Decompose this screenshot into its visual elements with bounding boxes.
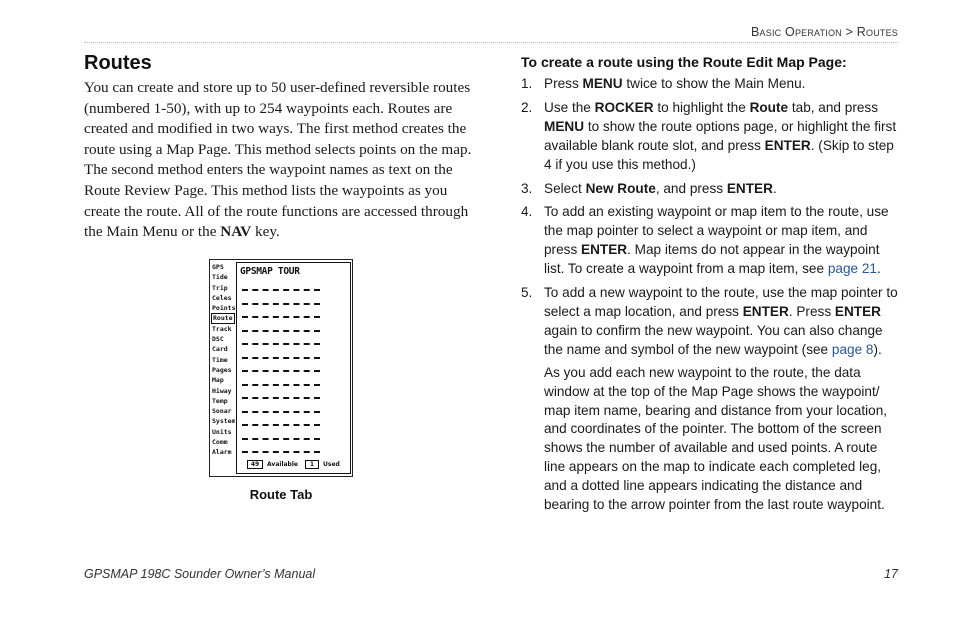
figure-caption: Route Tab xyxy=(249,487,313,502)
used-count: 1 xyxy=(305,460,319,469)
tab-trip[interactable]: Trip xyxy=(212,283,228,292)
step-text: twice to show the Main Menu. xyxy=(626,76,806,91)
step-number: 3. xyxy=(521,180,533,196)
menu-key: MENU xyxy=(582,76,623,91)
step-4 xyxy=(521,203,901,279)
enter-key: ENTER xyxy=(764,137,811,153)
route-slot[interactable] xyxy=(242,451,320,453)
route-slot[interactable] xyxy=(242,370,320,372)
step-text: . Press xyxy=(788,303,832,319)
step-5-note: As you add each new waypoint to the route, the data window at the top of the Map Page shows the waypoint/ map item name, bearing and distance from your location, and coordinates of the pointer. The bottom of the screen shows the number of available and used points. A route line appears on the map to indicate each completed leg, and a dotted line appears indicating the distance and bearing to the arrow pointer from the last route waypoint. xyxy=(544,364,888,513)
tab-route[interactable]: Route xyxy=(211,313,235,323)
menu-key: MENU xyxy=(544,118,585,134)
route-slot[interactable] xyxy=(242,438,320,440)
step-text: . (Skip to step 4 if you use this method.) xyxy=(544,137,894,172)
section-title: Routes xyxy=(84,52,152,74)
available-count: 49 xyxy=(247,460,263,469)
step-text: Press xyxy=(544,76,579,91)
tab-track[interactable]: Track xyxy=(212,324,232,333)
breadcrumb xyxy=(751,25,898,39)
tab-card[interactable]: Card xyxy=(212,345,228,354)
tab-celes[interactable]: Celes xyxy=(212,293,232,302)
step-text: again to confirm the new waypoint. You can also change the name and symbol of the new waypoint (see xyxy=(544,322,883,357)
route-tab-ref: Route xyxy=(749,99,789,115)
step-number: 5. xyxy=(521,285,533,301)
route-slot[interactable] xyxy=(242,397,320,399)
route-slot[interactable] xyxy=(242,316,320,318)
step-text: to show the route options page, or highlight the first available blank route slot, and press xyxy=(544,118,897,153)
header-divider xyxy=(84,42,898,43)
breadcrumb-topic: Routes xyxy=(856,25,898,39)
step-text: to highlight the xyxy=(657,99,746,115)
step-2 xyxy=(521,99,901,175)
tab-comm[interactable]: Comm xyxy=(212,438,228,447)
route-slot[interactable] xyxy=(242,289,320,291)
used-label: Used xyxy=(323,461,340,468)
available-label: Available xyxy=(267,461,298,468)
step-text: . xyxy=(772,180,777,196)
enter-key: ENTER xyxy=(726,180,773,196)
tab-sonar[interactable]: Sonar xyxy=(212,407,232,416)
tab-pages[interactable]: Pages xyxy=(212,365,232,374)
intro-paragraph xyxy=(84,78,484,243)
tab-temp[interactable]: Temp xyxy=(212,396,228,405)
device-screen-figure xyxy=(209,259,353,477)
route-slot[interactable] xyxy=(242,303,320,305)
enter-key: ENTER xyxy=(742,303,789,319)
step-number: 4. xyxy=(521,204,533,220)
step-text: To add a new waypoint to the route, use the map pointer to select a map location, and press xyxy=(544,285,898,319)
rocker-key: ROCKER xyxy=(594,99,654,115)
step-number: 2. xyxy=(521,99,533,115)
tab-map[interactable]: Map xyxy=(212,376,224,385)
route-slot[interactable] xyxy=(242,343,320,345)
enter-key: ENTER xyxy=(834,303,881,319)
tab-dsc[interactable]: DSC xyxy=(212,335,224,344)
procedure-title: To create a route using the Route Edit Map Page: xyxy=(521,54,847,70)
step-text: tab, and press xyxy=(791,99,879,115)
step-text: ). xyxy=(873,341,882,357)
route-name: GPSMAP TOUR xyxy=(240,266,300,277)
step-number: 1. xyxy=(521,76,533,91)
step-5 xyxy=(521,284,901,515)
enter-key: ENTER xyxy=(581,242,628,258)
route-list-panel xyxy=(236,262,351,474)
step-text: Select xyxy=(544,180,582,196)
route-slot[interactable] xyxy=(242,411,320,413)
nav-key: NAV xyxy=(220,223,252,241)
step-text: To add an existing waypoint or map item to the route, use the map pointer to select a waypoint or map item, and press xyxy=(544,204,889,258)
intro-text: You can create and store up to 50 user-defined reversible routes (numbered 1-50), with up to 254 waypoints each. Routes are created and modified in two ways. The first method creates the route using a Map Page. This method selects points on the map. The second method enters the waypoint names as text on the Route Review Page. This method lists the waypoints as you create the route. All of the route functions are accessed through the Main Menu or the xyxy=(84,79,472,241)
step-3 xyxy=(521,180,901,199)
procedure-steps xyxy=(521,75,901,520)
step-text: . xyxy=(876,261,881,277)
tab-tide[interactable]: Tide xyxy=(212,273,228,282)
page-8-link[interactable]: page 8 xyxy=(831,341,874,357)
manual-title: GPSMAP 198C Sounder Owner’s Manual xyxy=(84,567,316,581)
new-route-option: New Route xyxy=(585,180,656,196)
step-text: , and press xyxy=(655,180,724,196)
step-text: . Map items do not appear in the waypoint list. To create a waypoint from a map item, see xyxy=(544,242,880,277)
intro-text-end: key. xyxy=(255,223,280,241)
tab-alarm[interactable]: Alarm xyxy=(212,448,232,457)
step-text: Use the xyxy=(544,99,591,115)
tab-system[interactable]: System xyxy=(212,417,235,426)
tab-units[interactable]: Units xyxy=(212,427,232,436)
tab-gps[interactable]: GPS xyxy=(212,263,224,271)
route-slot[interactable] xyxy=(242,424,320,426)
tab-time[interactable]: Time xyxy=(212,355,228,364)
breadcrumb-separator: > xyxy=(845,25,854,39)
step-1 xyxy=(521,75,901,94)
route-slot[interactable] xyxy=(242,357,320,359)
tab-list xyxy=(211,262,235,458)
page-number: 17 xyxy=(884,567,898,581)
breadcrumb-section: Basic Operation xyxy=(751,25,842,39)
route-slot[interactable] xyxy=(242,384,320,386)
page-21-link[interactable]: page 21 xyxy=(827,261,877,277)
tab-points[interactable]: Points xyxy=(212,304,235,313)
route-slot[interactable] xyxy=(242,330,320,332)
tab-hiway[interactable]: Hiway xyxy=(212,386,232,395)
